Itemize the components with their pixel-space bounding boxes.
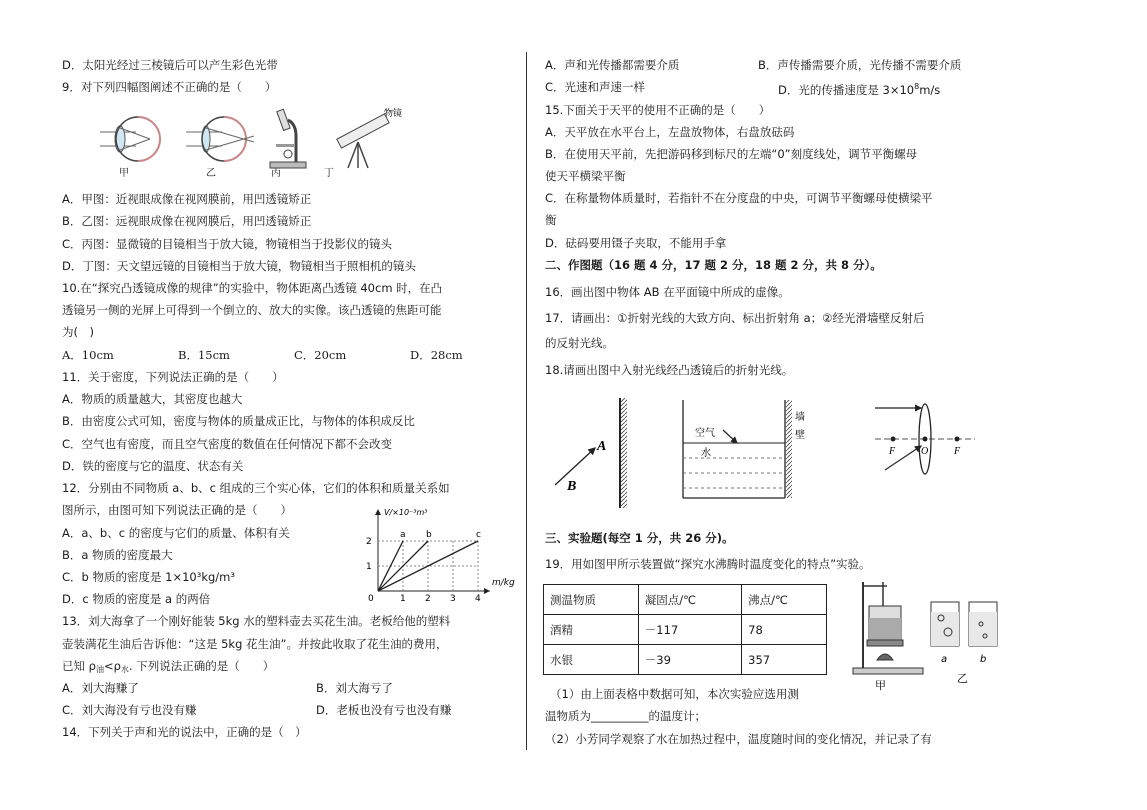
x-axis-label: m/kg [492, 578, 515, 588]
fig-label-bing: 丙 [271, 168, 281, 179]
q10-stem-2: 透镜另一侧的光屏上可得到一个倒立的、放大的实像。该凸透镜的焦距可能 [62, 303, 442, 317]
focus-right-label: F [954, 446, 961, 457]
q14-option-b: B．声传播需要介质，光传播不需要介质 [758, 58, 962, 72]
q11-option-d: D．铁的密度与它的温度、状态有关 [62, 459, 244, 473]
q13-stem-3: 已知 $\rho_油<\rho_水$. 下列说法正确的是（ ） [62, 659, 275, 674]
q15-option-c-2: 衡 [545, 213, 557, 227]
q12-stem-2: 图所示，由图可知下列说法正确的是（ ） [62, 503, 292, 517]
q13-option-b: B．刘大海亏了 [316, 681, 393, 695]
q19-stem: 19．用如图甲所示装置做“探究水沸腾时温度变化的特点”实验。 [545, 557, 871, 571]
table-header: 凝固点/℃ [638, 585, 741, 615]
q15-option-b-2: 使天平横梁平衡 [545, 169, 626, 183]
myopia-eye-icon [100, 117, 160, 161]
x-tick-4: 4 [475, 594, 481, 604]
q16-stem: 16．画出图中物体 AB 在平面镜中所成的虚像。 [545, 285, 790, 299]
q9-figures [98, 106, 428, 182]
table-cell: 357 [742, 645, 827, 675]
q12-option-c: C．b 物质的密度是 1×10³kg/m³ [62, 570, 235, 584]
label-yi: 乙 [957, 672, 968, 685]
q11-option-c: C．空气也有密度，而且空气密度的数值在任何情况下都不会改变 [62, 437, 393, 451]
q18-stem: 18.请画出图中入射光线经凸透镜后的折射光线。 [545, 363, 794, 377]
q14-stem: 14．下列关于声和光的说法中，正确的是（ ） [62, 725, 307, 739]
microscope-icon [270, 109, 306, 168]
q13-stem-1: 13．刘大海拿了一个刚好能装 5kg 水的塑料壶去买花生油。老板给他的塑料 [62, 614, 451, 628]
air-label: 空气 [695, 428, 715, 439]
section-2-heading: 二、作图题（16 题 4 分，17 题 2 分，18 题 2 分，共 8 分）。 [545, 258, 882, 272]
focus-left-label: F [889, 446, 896, 457]
wall-label-1: 墙 [795, 412, 805, 423]
q13-stem-2: 壶装满花生油后告诉他：“这是 5kg 花生油”。并按此收取了花生油的费用， [62, 637, 448, 651]
q15-option-b-1: B．在使用天平前，先把游码移到标尺的左端“0”刻度线处，调节平衡螺母 [545, 147, 918, 161]
q10-stem-3: 为( ) [62, 325, 94, 339]
table-row [544, 645, 827, 675]
table-cell: －117 [638, 615, 741, 645]
q12-option-d: D．c 物质的密度是 a 的两倍 [62, 592, 211, 606]
hyperopia-eye-icon [186, 117, 254, 161]
label-a: a [400, 530, 406, 540]
column-divider [526, 52, 527, 750]
y-tick-2: 2 [366, 537, 372, 547]
q19-part-1-a: （1）由上面表格中数据可知，本次实验应选用测 [550, 687, 799, 701]
q10-stem-1: 10.在“探究凸透镜成像的规律”的实验中，物体距离凸透镜 40cm 时，在凸 [62, 281, 443, 295]
wall-label-2: 壁 [795, 430, 805, 441]
water-label: 水 [701, 448, 711, 459]
table-cell: －39 [638, 645, 741, 675]
q17-stem-2: 的反射光线。 [545, 336, 614, 350]
q9-option-b: B．乙图：远视眼成像在视网膜后，用凹透镜矫正 [62, 214, 312, 228]
q12-density-graph [350, 505, 515, 605]
x-tick-3: 3 [450, 594, 456, 604]
q13-option-d: D．老板也没有亏也没有赚 [316, 703, 452, 717]
y-axis-label: V/×10⁻³m³ [384, 508, 428, 517]
label-jia: 甲 [875, 679, 886, 692]
label-b: b [426, 530, 432, 540]
x-tick-1: 1 [400, 594, 406, 604]
q13-option-a: A．刘大海赚了 [62, 681, 139, 695]
section-3-heading: 三、实验题(每空 1 分，共 26 分)。 [545, 531, 734, 545]
y-tick-1: 1 [366, 562, 372, 572]
q9-option-a: A．甲图：近视眼成像在视网膜前，用凹透镜矫正 [62, 192, 312, 206]
point-a-label: A [597, 439, 607, 454]
q14-option-d: D．光的传播速度是 $3\times 10^8m/s$ [778, 82, 941, 97]
q9-option-c: C．丙图：显微镜的目镜相当于放大镜，物镜相当于投影仪的镜头 [62, 237, 393, 251]
point-b-label: B [567, 479, 577, 494]
optical-center-label: O [921, 446, 929, 457]
label-a: a [941, 654, 948, 665]
table-header: 沸点/℃ [742, 585, 827, 615]
x-tick-2: 2 [425, 594, 431, 604]
q11-option-a: A．物质的质量越大，其密度也越大 [62, 392, 243, 406]
q19-part-2: （2）小芳同学观察了水在加热过程中，温度随时间的变化情况，并记录了有 [545, 732, 932, 746]
water-container-figure [683, 400, 805, 498]
thermometer-table [543, 584, 827, 675]
objective-label: 物镜 [384, 108, 403, 118]
q9-option-d: D．丁图：天文望远镜的目镜相当于放大镜，物镜相当于照相机的镜头 [62, 259, 416, 273]
label-b: b [980, 654, 987, 665]
x-tick-0: 0 [368, 594, 374, 604]
q13-option-c: C．刘大海没有亏也没有赚 [62, 703, 197, 717]
table-cell: 水银 [544, 645, 639, 675]
q19-part-1-b: 温物质为__________的温度计； [545, 709, 706, 723]
table-row [544, 615, 827, 645]
q10-option-d: D．28cm [410, 348, 463, 362]
q10-option-b: B．15cm [178, 348, 230, 362]
convex-lens-figure [875, 404, 975, 474]
q10-option-a: A．10cm [62, 348, 114, 362]
q15-option-a: A．天平放在水平台上，左盘放物体，右盘放砝码 [545, 125, 795, 139]
fig-label-yi: 乙 [206, 168, 216, 179]
label-c: c [476, 530, 481, 540]
q15-stem: 15.下面关于天平的使用不正确的是（ ） [545, 103, 771, 117]
q11-option-b: B．由密度公式可知，密度与物体的质量成正比，与物体的体积成反比 [62, 414, 415, 428]
q12-option-b: B．a 物质的密度最大 [62, 548, 173, 562]
q11-stem: 11．关于密度，下列说法正确的是（ ） [62, 370, 284, 384]
fig-label-ding: 丁 [324, 168, 334, 179]
q8-option-d: D．太阳光经过三棱镜后可以产生彩色光带 [62, 58, 278, 72]
q9-stem: 9．对下列四幅图阐述不正确的是（ ） [62, 80, 277, 94]
drawing-figures [545, 390, 995, 515]
q12-option-a: A．a、b、c 的密度与它们的质量、体积有关 [62, 526, 290, 540]
boiling-apparatus-figure [845, 576, 1015, 691]
line-b [378, 541, 428, 591]
q14-option-c: C．光速和声速一样 [545, 80, 646, 94]
plane-mirror-figure [555, 398, 627, 508]
q14-option-a: A．声和光传播都需要介质 [545, 58, 680, 72]
table-cell: 78 [742, 615, 827, 645]
table-header: 测温物质 [544, 585, 639, 615]
q15-option-c-1: C．在称量物体质量时，若指针不在分度盘的中央，可调节平衡螺母使横梁平 [545, 191, 933, 205]
telescope-icon [337, 107, 402, 168]
fig-label-jia: 甲 [119, 168, 129, 179]
table-cell: 酒精 [544, 615, 639, 645]
q10-option-c: C．20cm [294, 348, 347, 362]
q12-stem-1: 12．分别由不同物质 a、b、c 组成的三个实心体，它们的体积和质量关系如 [62, 481, 450, 495]
q15-option-d: D．砝码要用镊子夹取，不能用手拿 [545, 236, 727, 250]
q17-stem-1: 17．请画出：①折射光线的大致方向、标出折射角 a；②经光滑墙壁反射后 [545, 311, 925, 325]
